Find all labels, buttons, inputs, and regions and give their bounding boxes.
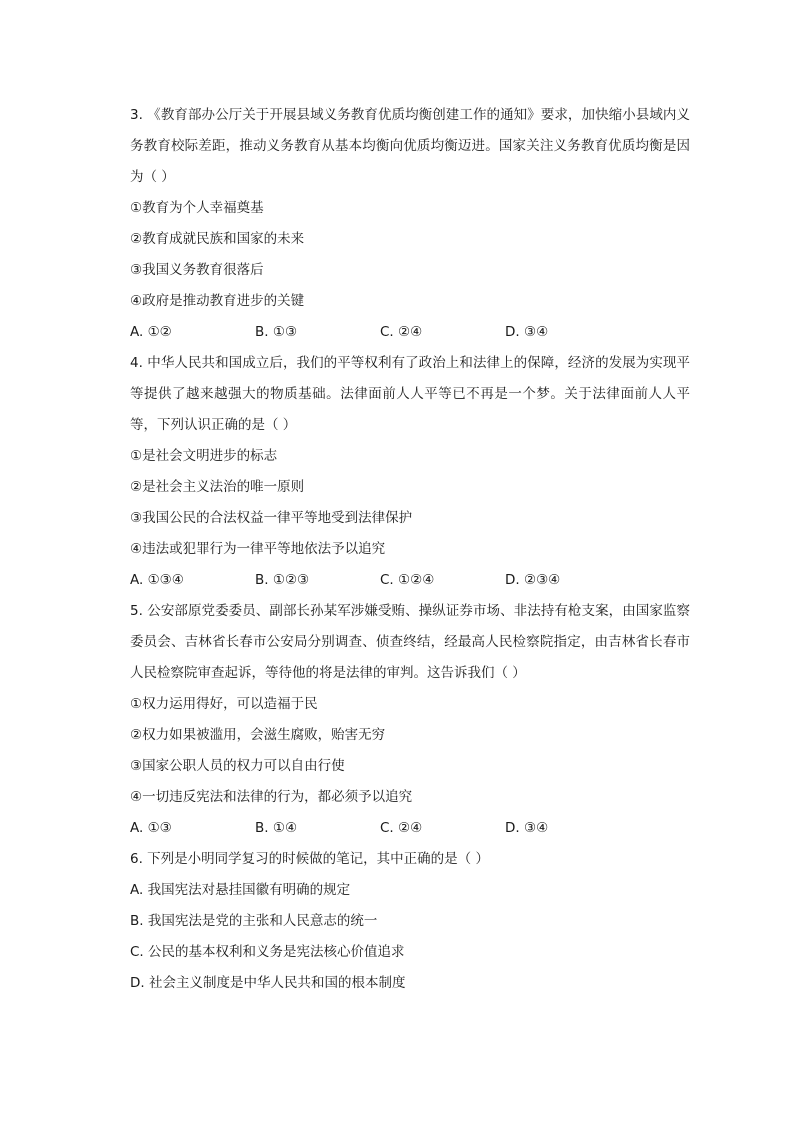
statement: ③国家公职人员的权力可以自由行使 [130,758,345,774]
choice-b: B. ①③ [255,324,298,340]
choice-c: C. ②④ [380,324,423,340]
question-4 [130,348,690,596]
option-a: A. 我国宪法对悬挂国徽有明确的规定 [130,882,351,898]
answer-choices [130,813,630,844]
choice-c: C. ②④ [380,820,423,836]
choice-d: D. ③④ [505,820,549,836]
choice-c: C. ①②④ [380,572,435,588]
statement: ④违法或犯罪行为一律平等地依法予以追究 [130,541,386,557]
statement: ④政府是推动教育进步的关键 [130,293,305,309]
choice-a: A. ①③④ [130,572,184,588]
statement: ③我国义务教育很落后 [130,262,264,278]
option-b: B. 我国宪法是党的主张和人民意志的统一 [130,913,378,929]
choice-a: A. ①② [130,324,172,340]
question-5 [130,596,690,844]
answer-choices [130,565,630,596]
choice-b: B. ①④ [255,820,298,836]
statement: ①权力运用得好，可以造福于民 [130,696,318,712]
choice-d: D. ③④ [505,324,549,340]
option-c: C. 公民的基本权利和义务是宪法核心价值追求 [130,944,405,960]
statement: ③我国公民的合法权益一律平等地受到法律保护 [130,510,413,526]
question-stem: 4. 中华人民共和国成立后，我们的平等权利有了政治上和法律上的保障，经济的发展为实现平等提供了越来越强大的物质基础。法律面前人人平等已不再是一个梦。关于法律面前人人平等，下列认识正确的是（ ） [130,355,690,433]
question-6 [130,844,690,999]
statement: ④一切违反宪法和法律的行为，都必须予以追究 [130,789,413,805]
question-stem: 5. 公安部原党委委员、副部长孙某军涉嫌受贿、操纵证券市场、非法持有枪支案，由国家监察委员会、吉林省长春市公安局分别调查、侦查终结，经最高人民检察院指定，由吉林省长春市人民检察院审查起诉，等待他的将是法律的审判。这告诉我们（ ） [130,603,690,681]
question-stem: 6. 下列是小明同学复习的时候做的笔记，其中正确的是（ ） [130,851,489,867]
option-d: D. 社会主义制度是中华人民共和国的根本制度 [130,975,406,991]
statement: ①是社会文明进步的标志 [130,448,278,464]
choice-d: D. ②③④ [505,572,561,588]
choice-a: A. ①③ [130,820,172,836]
question-stem: 3. 《教育部办公厅关于开展县域义务教育优质均衡创建工作的通知》要求，加快缩小县域内义务教育校际差距，推动义务教育从基本均衡向优质均衡迈进。国家关注义务教育优质均衡是因为（ ） [130,107,690,185]
statement: ②是社会主义法治的唯一原则 [130,479,305,495]
statement: ①教育为个人幸福奠基 [130,200,264,216]
statement: ②权力如果被滥用，会滋生腐败，贻害无穷 [130,727,386,743]
answer-choices [130,317,630,348]
choice-b: B. ①②③ [255,572,310,588]
statement: ②教育成就民族和国家的未来 [130,231,305,247]
question-3 [130,100,690,348]
question-list [130,100,690,999]
